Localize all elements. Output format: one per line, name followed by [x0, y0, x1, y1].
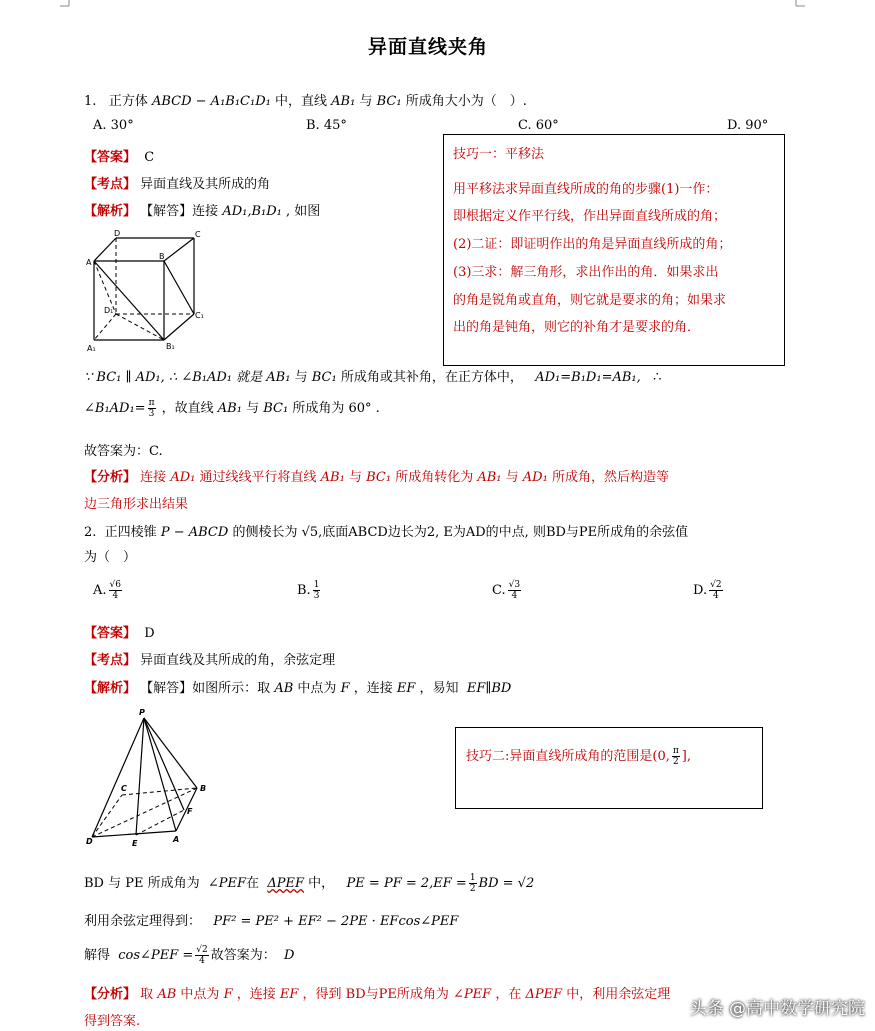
tip1-line-3: (2)二证：即证明作出的角是异面直线所成的角；	[453, 237, 732, 252]
q2-fenxi-tag: 【分析】	[84, 987, 137, 1002]
cube-label-d: D	[114, 229, 121, 238]
q1-solution-line-2	[84, 397, 380, 419]
q1-fenxi-1d: AB₁	[320, 470, 345, 485]
q2-fenxi-line-1	[84, 983, 670, 1002]
q2-sol2-b: PF² = PE² + EF² − 2PE · EFcos∠PEF	[213, 914, 459, 929]
tip1-line-1: 用平移法求异面直线所成的角的步骤(1)一作：	[453, 182, 719, 197]
q1-point-text: 异面直线及其所成的角	[140, 177, 271, 192]
q2-stem-c: ,底面ABCD边长为2, E为AD的中点, 则BD与PE所成角的余弦值	[318, 525, 689, 540]
page-title: 异面直线夹角	[368, 36, 489, 58]
q2-sol1-d: ΔPEF	[267, 876, 304, 891]
q1-analysis-seg: AD₁,B₁D₁	[222, 204, 282, 219]
q1-sol1-g: ∴	[653, 370, 662, 385]
q1-fenxi-1f: BC₁	[366, 470, 392, 485]
q2-sol3-d: D	[283, 948, 295, 963]
q2-sol1-a: BD 与 PE 所成角为	[84, 876, 200, 891]
q1-stem-b: 中，直线	[274, 94, 327, 109]
q1-sol2-frac	[148, 398, 156, 419]
q2-option-a-label: A.	[93, 583, 107, 598]
q1-stem-d: 所成角大小为（ ）.	[405, 94, 527, 109]
q2-analysis-e: ，连接	[353, 681, 393, 696]
q2-fenxi-b: AB	[157, 987, 177, 1002]
q2-answer-tag: 【答案】	[84, 626, 137, 641]
tip2-frac-den: 2	[672, 757, 679, 767]
q2-fenxi-d: F	[223, 987, 233, 1002]
pyramid-label-p: P	[139, 708, 145, 717]
tip1-line-6: 出的角是钝角，则它的补角才是要求的角．	[453, 320, 701, 335]
q1-fenxi-1k: 所成角，然后构造等	[551, 470, 669, 485]
q2-point	[84, 649, 335, 668]
tip2-text	[466, 745, 691, 767]
pyramid-label-b: B	[200, 784, 207, 793]
q1-option-b: B. 45°	[306, 118, 347, 133]
q2-answer-value: D	[144, 626, 155, 641]
q1-fenxi-1c: 通过线线平行将直线	[199, 470, 317, 485]
q1-fenxi-line-1	[84, 466, 669, 485]
q2-analysis-c: 中点为	[297, 681, 337, 696]
q2-pyramid: P − ABCD	[160, 525, 229, 540]
q1-number: 1.	[84, 94, 97, 109]
pyramid-label-f: F	[187, 807, 193, 816]
cube-label-c: C	[195, 230, 201, 239]
q2-option-a-frac	[109, 580, 122, 601]
q2-analysis-h: EF∥BD	[466, 681, 512, 696]
q2-option-d-frac	[709, 580, 722, 601]
q2-stem-a: 正四棱锥	[104, 525, 157, 540]
q2-sol3-b: cos∠PEF =	[118, 948, 194, 963]
q2-sol2-a: 利用余弦定理得到：	[84, 914, 202, 929]
cube-figure	[84, 228, 214, 356]
q2-stem-line-2: 为（ ）	[84, 550, 137, 565]
q2-analysis-tag: 【解析】	[84, 681, 137, 696]
q1-stem-a: 正方体	[108, 94, 148, 109]
q1-ab1: AB₁	[331, 94, 356, 109]
q2-solution-line-2	[84, 910, 458, 929]
q2-sqrt5: √5	[301, 525, 319, 540]
q2-sol1-e: 中，	[308, 876, 335, 891]
q1-bc1: BC₁	[376, 94, 402, 109]
cube-label-a: A	[86, 258, 92, 267]
q1-analysis-tag: 【解析】	[84, 204, 137, 219]
q1-fenxi-1b: AD₁	[170, 470, 196, 485]
q2-option-d-den: 4	[712, 591, 719, 601]
tip2-frac	[672, 746, 680, 767]
pyramid-label-a: A	[173, 835, 180, 844]
q1-sol2-frac-den: 3	[148, 409, 155, 419]
tip2-box	[455, 727, 763, 809]
q2-point-tag: 【考点】	[84, 653, 137, 668]
q1-fenxi-1a: 连接	[140, 470, 167, 485]
q2-fenxi-a: 取	[140, 987, 154, 1002]
q2-solution-line-1	[84, 872, 534, 894]
q2-option-b-frac	[313, 580, 321, 601]
q2-option-a	[93, 580, 124, 601]
q2-fenxi-k: 中，利用余弦定理	[566, 987, 671, 1002]
q2-stem	[84, 521, 688, 540]
q2-sol1-g: BD = √2	[478, 876, 535, 891]
q2-analysis-b: AB	[274, 681, 294, 696]
q2-number: 2.	[84, 525, 97, 540]
q1-stem	[84, 90, 527, 109]
q2-fenxi-i: ，在	[495, 987, 522, 1002]
q2-option-b-num: 1	[313, 580, 320, 590]
tip1-line-4: (3)三求：解三角形，求出作出的角．如果求出	[453, 265, 719, 280]
pyramid-label-e: E	[132, 839, 138, 848]
pyramid-label-d: D	[86, 837, 93, 846]
q2-option-c-den: 4	[511, 591, 518, 601]
q2-sol1-frac-num: 1	[469, 873, 476, 883]
q1-sol2-e: BC₁	[263, 401, 289, 416]
q1-sol2-f: 所成角为 60° .	[292, 401, 380, 416]
q2-option-c	[492, 580, 523, 601]
q2-fenxi-f: EF	[279, 987, 299, 1002]
q2-sol1-f: PE = PF = 2,EF =	[346, 876, 467, 891]
q2-analysis-g: ，易知	[419, 681, 459, 696]
q1-cube: ABCD − A₁B₁C₁D₁	[151, 94, 271, 109]
q2-sol3-c: 故答案为：	[210, 948, 276, 963]
q2-answer	[84, 622, 155, 641]
q2-fenxi-c: 中点为	[180, 987, 220, 1002]
cube-label-a1: A₁	[87, 344, 96, 353]
q1-option-a: A. 30°	[93, 118, 134, 133]
q1-conclusion: 故答案为：C.	[84, 444, 163, 459]
q2-sol1-b: ∠PEF	[207, 876, 247, 891]
tip1-line-2: 即根据定义作平行线，作出异面直线所成的角；	[453, 209, 727, 224]
tip1-title: 技巧一：平移法	[453, 147, 545, 162]
q2-option-b-den: 3	[313, 591, 320, 601]
q2-point-text: 异面直线及其所成的角，余弦定理	[140, 653, 336, 668]
q2-option-c-frac	[508, 580, 521, 601]
q1-answer	[84, 146, 154, 165]
q2-option-c-label: C.	[492, 583, 506, 598]
q1-stem-c: 与	[359, 94, 373, 109]
tip2-frac-num: π	[672, 746, 679, 756]
corner-mark-right	[795, 0, 805, 10]
q2-sol3-frac	[195, 945, 208, 966]
corner-mark-left	[60, 0, 70, 10]
q1-sol1-b: AB₁	[266, 370, 291, 385]
q1-sol1-c: 与	[294, 370, 308, 385]
q2-option-a-num: √6	[109, 580, 121, 590]
q2-solution-line-3	[84, 944, 294, 966]
q1-sol1-d: BC₁	[311, 370, 337, 385]
q1-point	[84, 173, 270, 192]
q1-fenxi-1g: 所成角转化为	[395, 470, 474, 485]
q1-sol2-frac-num: π	[148, 398, 155, 408]
q1-sol2-d: 与	[246, 401, 260, 416]
q2-sol3-frac-num: √2	[196, 945, 208, 955]
q1-sol1-e: 所成角或其补角，在正方体中，	[340, 370, 523, 385]
q2-fenxi-line-2: 得到答案.	[84, 1014, 141, 1029]
q1-answer-value: C	[144, 150, 155, 165]
q2-option-d-num: √2	[710, 580, 722, 590]
q1-fenxi-tag: 【分析】	[84, 470, 137, 485]
q2-fenxi-e: ，连接	[236, 987, 276, 1002]
q1-fenxi-1j: AD₁	[522, 470, 548, 485]
q2-option-a-den: 4	[112, 591, 119, 601]
cube-label-b: B	[159, 252, 165, 261]
q2-sol1-frac-den: 2	[469, 884, 476, 894]
q1-sol2-a: ∠B₁AD₁=	[84, 401, 146, 416]
q2-sol3-a: 解得	[84, 948, 111, 963]
q1-point-tag: 【考点】	[84, 177, 137, 192]
q2-option-c-num: √3	[508, 580, 521, 590]
q2-stem-b: 的侧棱长为	[232, 525, 298, 540]
q2-analysis-a: 【解答】如图所示：取	[140, 681, 271, 696]
tip1-line-5: 的角是锐角或直角，则它就是要求的角；如果求	[453, 293, 727, 308]
pyramid-figure	[84, 706, 214, 851]
tip2-text-b: ],	[681, 749, 691, 764]
q2-analysis	[84, 677, 511, 696]
q2-sol1-frac	[469, 873, 477, 894]
q1-analysis-head: 【解答】连接	[140, 204, 219, 219]
tip2-text-a: 技巧二:异面直线所成角的范围是(0,	[466, 749, 670, 764]
q2-fenxi-g: ，得到 BD与PE所成角为	[302, 987, 449, 1002]
cube-label-c1: C₁	[195, 311, 204, 320]
q2-sol3-frac-den: 4	[199, 956, 205, 966]
q1-sol1-a: ∵ BC₁ ∥ AD₁, ∴ ∠B₁AD₁ 就是	[84, 370, 263, 385]
q2-option-d	[693, 580, 725, 601]
q2-fenxi-j: ΔPEF	[525, 987, 563, 1002]
cube-label-b1: B₁	[166, 342, 175, 351]
q1-option-c: C. 60°	[518, 118, 559, 133]
q1-analysis-tail: , 如图	[286, 204, 321, 219]
q2-sol1-c: 在	[246, 876, 260, 891]
pyramid-label-c: C	[121, 784, 127, 793]
watermark: 头条 @高中数学研究院	[689, 999, 865, 1019]
q1-answer-tag: 【答案】	[84, 150, 137, 165]
q1-sol1-f: AD₁=B₁D₁=AB₁,	[535, 370, 641, 385]
q1-sol2-b: ，故直线	[161, 401, 214, 416]
q1-fenxi-1i: 与	[505, 470, 519, 485]
q2-fenxi-h: ∠PEF	[453, 987, 492, 1002]
q2-option-b	[297, 580, 322, 601]
q2-option-b-label: B.	[297, 583, 311, 598]
q1-fenxi-line-2: 边三角形求出结果	[84, 497, 189, 512]
q1-option-d: D. 90°	[727, 118, 769, 133]
q1-solution-line-1	[84, 366, 661, 385]
q1-analysis	[84, 200, 320, 219]
q2-analysis-f: EF	[396, 681, 416, 696]
q1-sol2-c: AB₁	[217, 401, 242, 416]
cube-label-d1: D₁	[104, 306, 114, 315]
q2-analysis-d: F	[340, 681, 350, 696]
q1-fenxi-1e: 与	[348, 470, 362, 485]
q2-option-d-label: D.	[693, 583, 708, 598]
q1-fenxi-1h: AB₁	[477, 470, 502, 485]
